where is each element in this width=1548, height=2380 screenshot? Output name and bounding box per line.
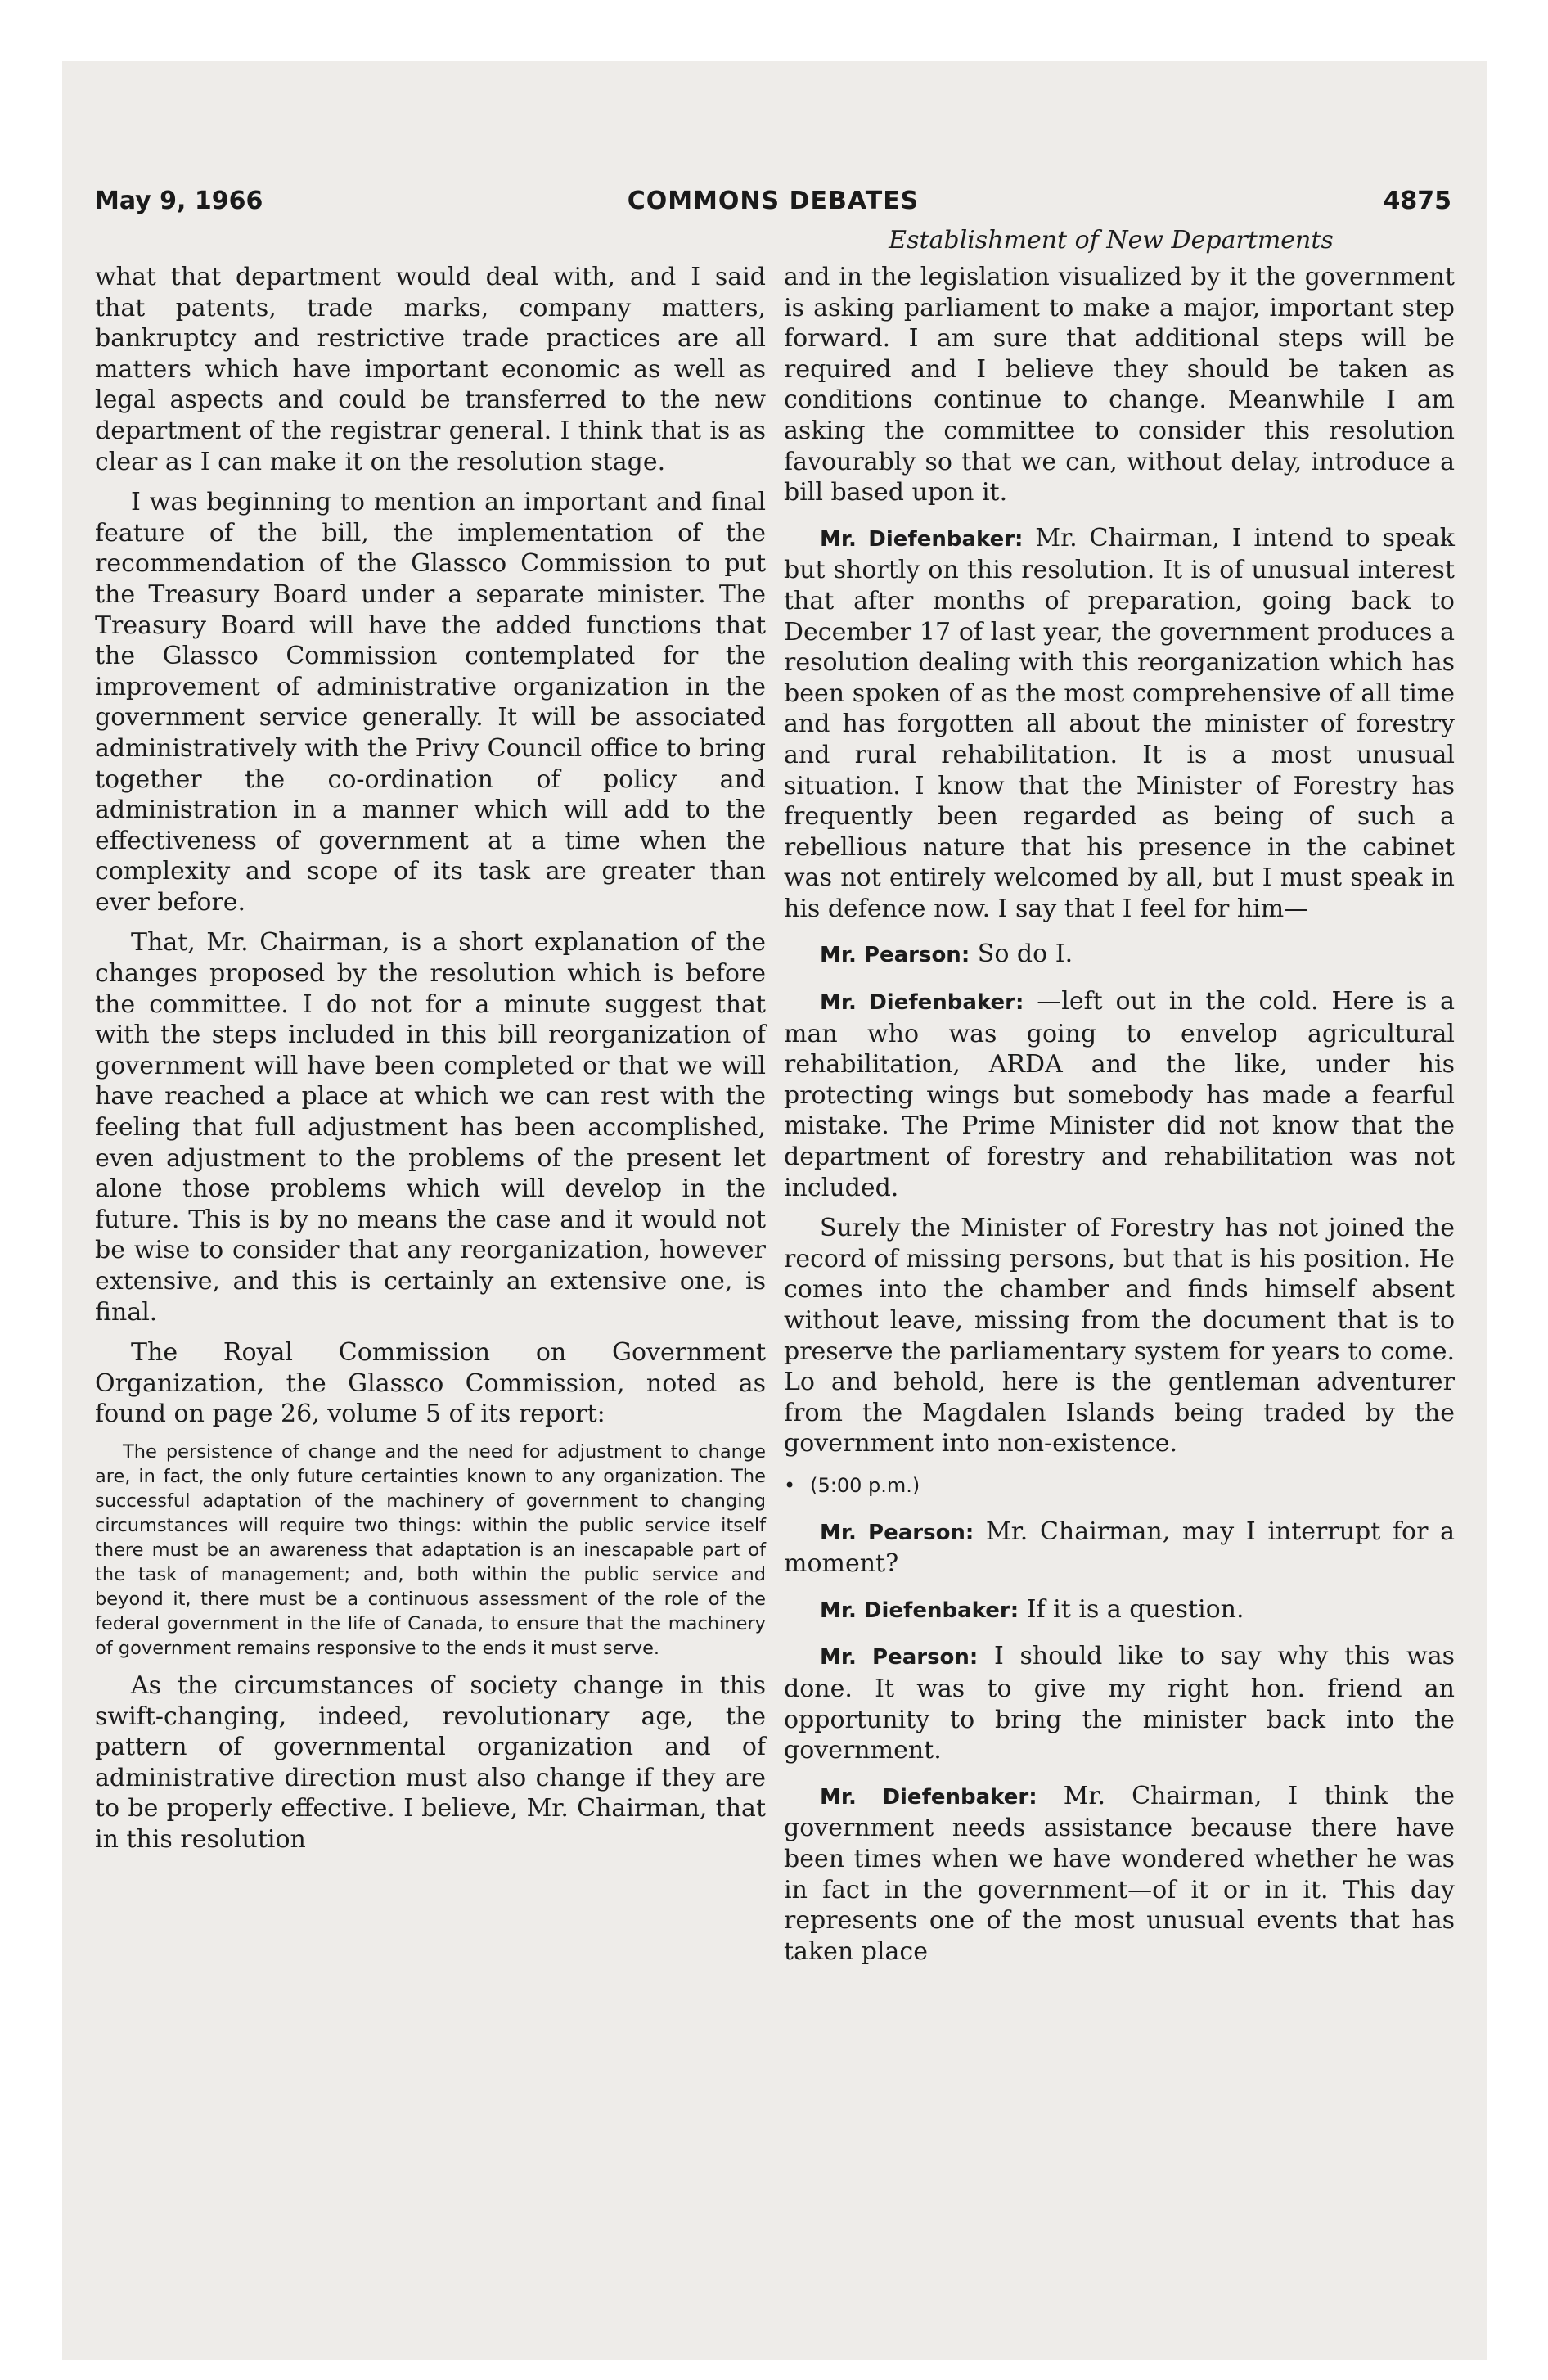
speech xyxy=(784,986,1455,1203)
paragraph: Surely the Minister of Forestry has not joined the record of missing persons, but that is his position. He comes into the chamber and finds himself absent without leave, missing from the document that is to preserve the parliamentary system for years to come. Lo and behold, here is the gentleman adventurer from the Magdalen Islands being traded by the government into non-existence. xyxy=(784,1214,1455,1458)
left-column xyxy=(95,262,766,1865)
paragraph: I was beginning to mention an important and final feature of the bill, the implementation of the recommendation of the Glassco Commission to put the Treasury Board under a separate minister. The Treasury Board will have the added functions that the Glassco Commission contemplated for the improvement of administrative organization in the government service generally. It will be associated administratively with the Privy Council office to bring together the co-ordination of policy and administration in a manner which will add to the effectiveness of government at a time when the complexity and scope of its task are greater than ever before. xyxy=(95,488,766,917)
speech xyxy=(784,1641,1455,1765)
speech-text: If it is a question. xyxy=(1026,1594,1244,1624)
speech-text: I should like to say why this was done. It was to give my right hon. friend an opportunity to bring the minister back into the government. xyxy=(784,1642,1455,1765)
page-header xyxy=(95,187,1451,223)
speech xyxy=(784,523,1455,925)
time-marker xyxy=(784,1471,1455,1502)
header-page-number: 4875 xyxy=(1383,187,1451,215)
speaker-name: Mr. Pearson: xyxy=(820,1520,974,1545)
speaker-name: Mr. Diefenbaker: xyxy=(820,526,1024,552)
speech xyxy=(784,1781,1455,1968)
speaker-name: Mr. Diefenbaker: xyxy=(820,990,1024,1016)
paragraph: As the circumstances of society change in this swift-changing, indeed, revolutionary age, the pattern of governmental organization and of administrative direction must also change if they are to be properly effective. I believe, Mr. Chairman, that in this resolution xyxy=(95,1670,766,1854)
speech-text: Mr. Chairman, I intend to speak but shortly on this resolution. It is of unusual interest that after months of preparation, going back to December 17 of last year, the government produces a resolution dealing with this reorganization which has been spoken of as the most comprehensive of all time and has forgotten all about the minister of forestry and rural rehabilitation. It is a most unusual situation. I know that the Minister of Forestry has frequently been regarded as being of such a rebellious nature that his presence in the cabinet was not entirely welcomed by all, but I must speak in his defence now. I say that I feel for him— xyxy=(784,523,1455,923)
paragraph: what that department would deal with, and I said that patents, trade marks, company matters, bankruptcy and restrictive trade practices are all matters which have important economic as well as legal aspects and could be transferred to the new department of the registrar general. I think that is as clear as I can make it on the resolution stage. xyxy=(95,263,766,476)
speech-text: So do I. xyxy=(977,940,1073,969)
speech xyxy=(784,939,1455,971)
speaker-name: Mr. Pearson: xyxy=(820,1645,979,1670)
speaker-name: Mr. Pearson: xyxy=(820,943,970,968)
time-text: (5:00 p.m.) xyxy=(810,1473,920,1497)
section-subheading: Establishment of New Departments xyxy=(889,226,1334,255)
speaker-name: Mr. Diefenbaker: xyxy=(820,1784,1037,1810)
speech-text: Mr. Chairman, may I interrupt for a moment? xyxy=(784,1517,1455,1579)
speaker-name: Mr. Diefenbaker: xyxy=(820,1598,1019,1623)
header-title: COMMONS DEBATES xyxy=(627,187,920,215)
block-quote: The persistence of change and the need for adjustment to change are, in fact, the only future certainties known to any organization. The successful adaptation of the machinery of government to changing circumstances will require two things: within the public service itself there must be an awareness that adaptation is an inescapable part of the task of management; and, both within the public service and beyond it, there must be a continuous assessment of the role of the federal government in the life of Canada, to ensure that the machinery of government remains responsive to the ends it must serve. xyxy=(95,1440,766,1659)
paragraph: and in the legislation visualized by it the government is asking parliament to make a major, important step forward. I am sure that additional steps will be required and I believe they should be taken as conditions continue to change. Meanwhile I am asking the committee to consider this resolution favourably so that we can, without delay, introduce a bill based upon it. xyxy=(784,263,1455,507)
paragraph: The Royal Commission on Government Organization, the Glassco Commission, noted as found on page 26, volume 5 of its report: xyxy=(95,1338,766,1429)
header-date: May 9, 1966 xyxy=(95,187,263,215)
right-column xyxy=(784,262,1455,1977)
speech xyxy=(784,1594,1455,1627)
speech-text: —left out in the cold. Here is a man who was going to envelop agricultural rehabilitation, ARDA and the like, under his protecting wings but somebody has made a fearful mistake. The Prime Minister did not know that the department of forestry and rehabilitation was not included. xyxy=(784,987,1455,1202)
paragraph: That, Mr. Chairman, is a short explanation of the changes proposed by the resolution which is before the committee. I do not for a minute suggest that with the steps included in this bill reorganization of government will have been completed or that we will have reached a place at which we can rest with the feeling that full adjustment has been accomplished, even adjustment to the problems of the present let alone those problems which will develop in the future. This is by no means the case and it would not be wise to consider that any reorganization, however extensive, and this is certainly an extensive one, is final. xyxy=(95,928,766,1327)
speech xyxy=(784,1517,1455,1580)
bullet-icon: • xyxy=(784,1473,796,1497)
speech-text: Mr. Chairman, I think the government needs assistance because there have been times when we have wondered whether he was in fact in the government—of it or in it. This day represents one of the most unusual events that has taken place xyxy=(784,1781,1455,1966)
